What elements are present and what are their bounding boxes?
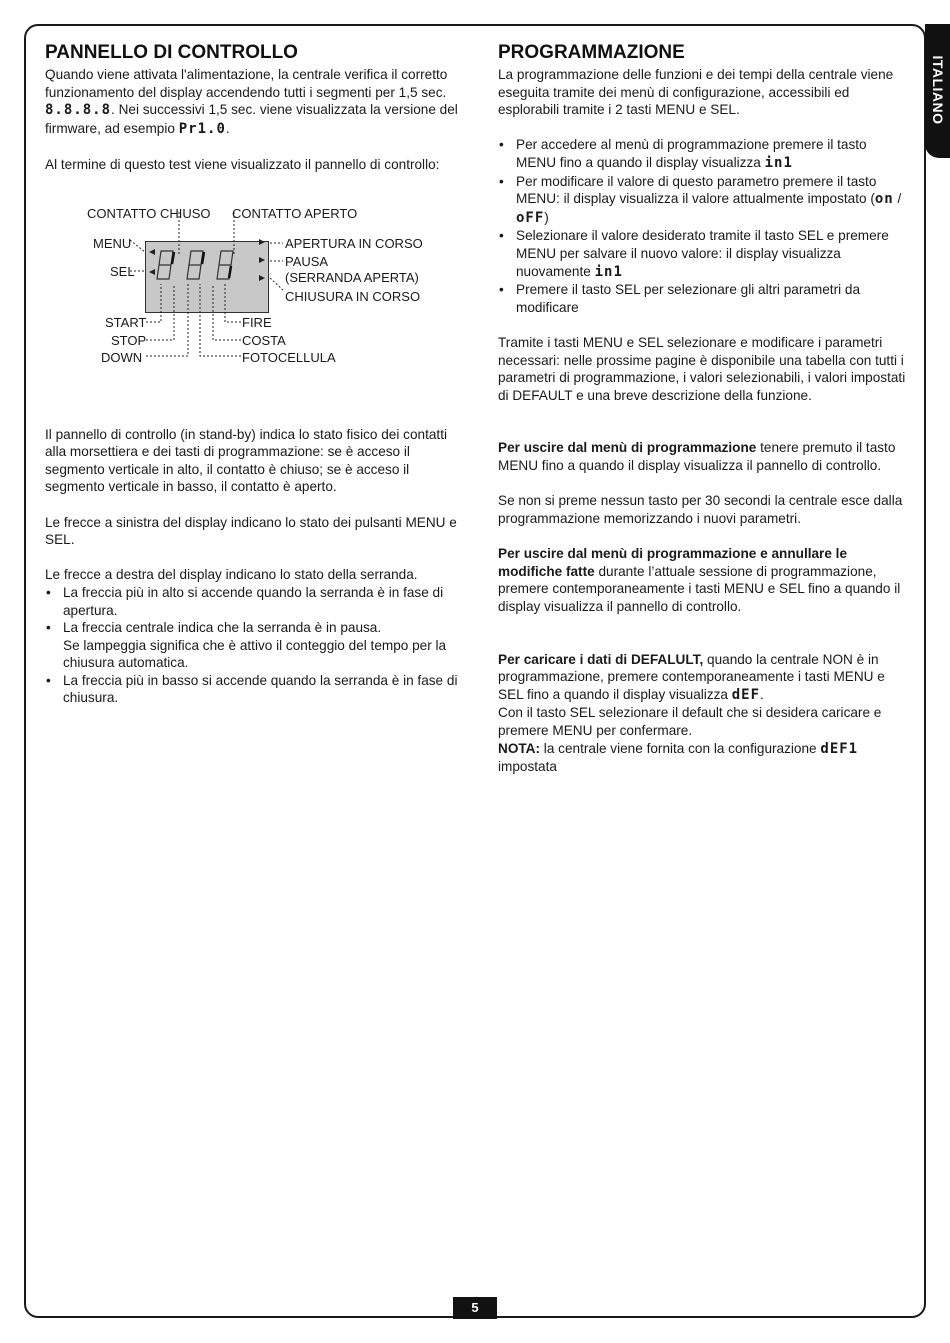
segment-in1: in1 xyxy=(764,154,793,171)
language-tab-label: ITALIANO xyxy=(929,55,946,125)
segment-def1: dEF1 xyxy=(820,740,859,757)
label-start: START xyxy=(105,314,147,330)
cancel-paragraph xyxy=(498,545,908,615)
left-column xyxy=(45,40,460,707)
intro-text-b: . Nei successivi 1,5 sec. viene visualizzata la versione del firmware, ad esempio xyxy=(45,102,458,136)
default-paragraph xyxy=(498,651,908,705)
section-title-pannello: PANNELLO DI CONTROLLO xyxy=(45,42,298,63)
intro-text-c: . xyxy=(225,120,230,136)
programming-steps-list xyxy=(498,136,908,316)
list-item xyxy=(516,173,908,228)
exit-text: tenere premuto il tasto MENU fino a quando il display visualizza il pannello di controllo. xyxy=(498,440,896,474)
tramite-paragraph: Tramite i tasti MENU e SEL selezionare e modificare i parametri necessari: nelle prossime pagine è disponibile una tabella con tutti i parametri di programmazione, i valori selezionabili, i valori impostati di DEFAULT e una breve descrizione della funzione. xyxy=(498,334,906,403)
control-panel-diagram xyxy=(45,194,460,404)
label-serranda-aperta: (SERRANDA APERTA) xyxy=(285,269,419,285)
list-item: • La freccia più in alto si accende quando la serranda è in fase di apertura. xyxy=(63,584,460,619)
segment-on: on xyxy=(874,191,894,208)
bullet-text: / xyxy=(893,191,902,207)
page-number: 5 xyxy=(453,1297,497,1319)
list-item: • La freccia più in basso si accende quando la serranda è in fase di chiusura. xyxy=(63,672,460,707)
segment-def: dEF xyxy=(731,686,761,703)
arrow-bullet-list xyxy=(45,584,460,707)
label-apertura: APERTURA IN CORSO xyxy=(285,235,423,251)
list-item xyxy=(516,136,908,172)
standby-paragraph: Il pannello di controllo (in stand-by) indica lo stato fisico dei contatti alla morsettiera e dei tasti di programmazione: se è acceso il segmento verticale in alto, il contatto è chiuso; se è acceso il segmento verticale in basso, il contatto è aperto. xyxy=(45,426,447,495)
intro-paragraph xyxy=(45,66,460,138)
label-pausa: PAUSA xyxy=(285,253,329,269)
default-line2: Con il tasto SEL selezionare il default che si desidera caricare e premere MENU per confermare. xyxy=(498,705,882,738)
label-sel: SEL xyxy=(110,263,135,279)
list-item xyxy=(516,227,908,281)
left-arrows-paragraph: Le frecce a sinistra del display indicano lo stato dei pulsanti MENU e SEL. xyxy=(45,514,457,548)
cancel-bold: Per uscire dal menù di programmazione e annullare le modifiche fatte xyxy=(498,546,848,579)
right-arrows-paragraph: Le frecce a destra del display indicano lo stato della serranda. xyxy=(45,567,418,583)
default-end: . xyxy=(760,686,764,702)
list-item xyxy=(63,619,460,672)
nota-text: la centrale viene fornita con la configurazione xyxy=(540,740,821,756)
label-stop: STOP xyxy=(111,332,147,348)
nota-end: impostata xyxy=(498,759,557,775)
section-title-programmazione: PROGRAMMAZIONE xyxy=(498,42,685,63)
test-paragraph: Al termine di questo test viene visualizzato il pannello di controllo: xyxy=(45,156,440,172)
label-down: DOWN xyxy=(101,349,143,365)
segment-display-all: 8.8.8.8 xyxy=(45,102,112,119)
exit-paragraph xyxy=(498,439,908,474)
bullet-text: Selezionare il valore desiderato tramite il tasto SEL e premere MENU per salvare il nuovo valore: il display visualizza nuovamente xyxy=(516,228,889,279)
bullet-text: Per accedere al menù di programmazione premere il tasto MENU fino a quando il display visualizza xyxy=(516,137,867,170)
label-chiusura: CHIUSURA IN CORSO xyxy=(285,288,421,304)
bullet-text: La freccia centrale indica che la serranda è in pausa. xyxy=(63,620,382,636)
label-menu: MENU xyxy=(93,235,132,251)
default-text: quando la centrale NON è in programmazione, premere contemporaneamente i tasti MENU e SEL fino a quando il display visualizza xyxy=(498,651,885,702)
label-fire: FIRE xyxy=(242,314,272,330)
exit-bold: Per uscire dal menù di programmazione xyxy=(498,440,757,456)
timeout-paragraph: Se non si preme nessun tasto per 30 secondi la centrale esce dalla programmazione memorizzando i nuovi parametri. xyxy=(498,493,903,526)
label-contatto-aperto: CONTATTO APERTO xyxy=(232,205,358,221)
bullet-text: Se lampeggia significa che è attivo il conteggio del tempo per la chiusura automatica. xyxy=(63,637,447,671)
label-costa: COSTA xyxy=(242,332,286,348)
programmazione-intro: La programmazione delle funzioni e dei tempi della centrale viene eseguita tramite dei menù di configurazione, accessibili ed esplorabili tramite i 2 tasti MENU e SEL. xyxy=(498,67,894,118)
label-contatto-chiuso: CONTATTO CHIUSO xyxy=(87,205,211,221)
bullet-text: Per modificare il valore di questo parametro premere il tasto MENU: il display visualizza il valore attualmente impostato ( xyxy=(516,173,877,207)
label-fotocellula: FOTOCELLULA xyxy=(242,349,336,365)
cancel-text: durante l’attuale sessione di programmazione, premere contemporaneamente i tasti MENU e SEL fino a quando il display visualizza il pannello di controllo. xyxy=(498,563,901,614)
nota-bold: NOTA: xyxy=(498,740,541,756)
right-column xyxy=(498,40,908,776)
intro-text-a: Quando viene attivata l'alimentazione, la centrale verifica il corretto funzionamento del display accendendo tutti i segmenti per 1,5 sec. xyxy=(45,67,448,100)
segment-off: oFF xyxy=(516,209,545,226)
segment-in1: in1 xyxy=(594,263,623,280)
nota-paragraph xyxy=(498,740,908,776)
list-item: • Premere il tasto SEL per selezionare gli altri parametri da modificare xyxy=(516,281,908,316)
default-bold: Per caricare i dati di DEFALULT, xyxy=(498,651,704,667)
bullet-text: ) xyxy=(544,209,549,225)
language-tab xyxy=(925,24,950,158)
segment-display-firmware: Pr1.0 xyxy=(178,120,226,137)
